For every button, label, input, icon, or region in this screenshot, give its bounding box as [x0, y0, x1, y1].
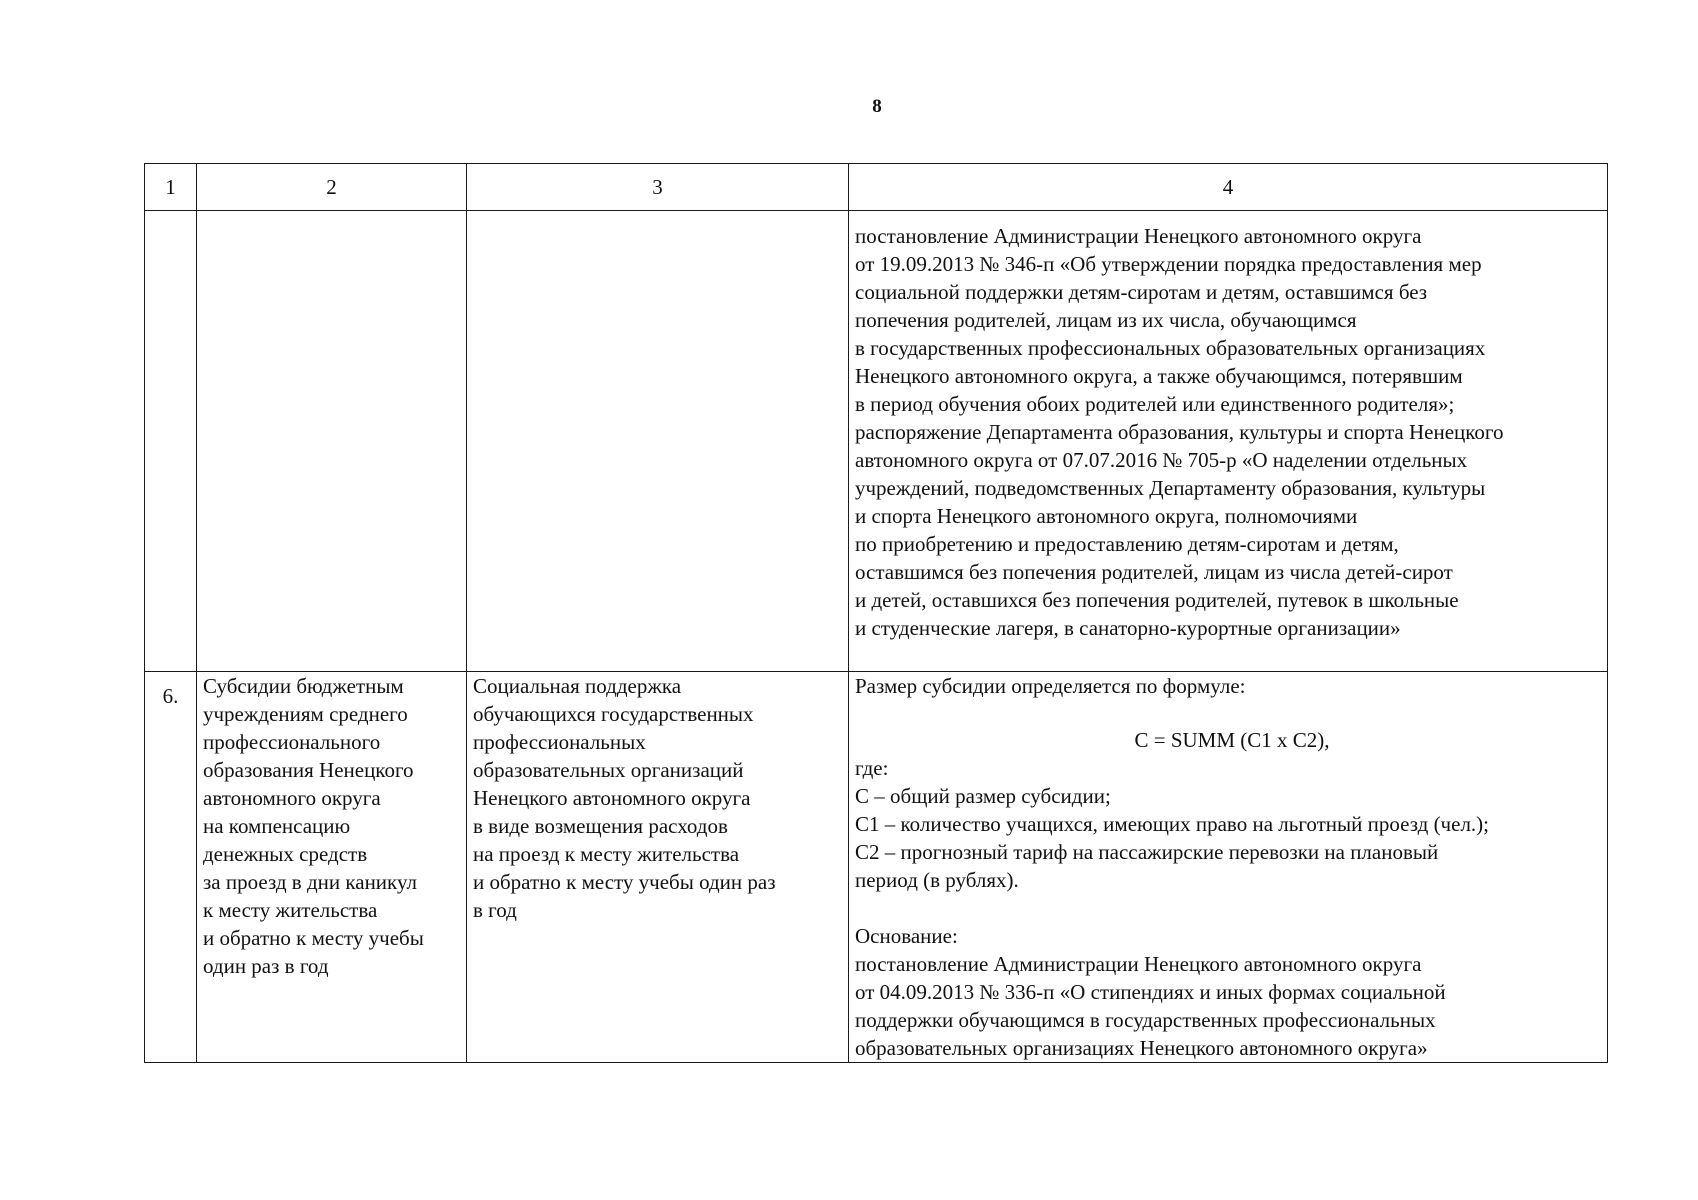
row6-col3-line: обучающихся государственных	[473, 702, 754, 726]
cont-line: оставшимся без попечения родителей, лицам из числа детей-сирот	[855, 560, 1453, 584]
formula-where: где:	[855, 756, 889, 780]
page-number: 8	[872, 96, 882, 117]
formula-intro: Размер субсидии определяется по формуле:	[855, 674, 1246, 698]
row6-col2-line: за проезд в дни каникул	[203, 870, 418, 894]
row6-col2-line: автономного округа	[203, 786, 381, 810]
table-row-6	[145, 672, 1608, 1063]
row6-col2-line: на компенсацию	[203, 814, 351, 838]
row-number: 6.	[145, 672, 197, 1063]
row6-col3-line: Ненецкого автономного округа	[473, 786, 751, 810]
cont-cell-3	[467, 211, 849, 672]
cont-line: попечения родителей, лицам из их числа, обучающимся	[855, 308, 1357, 332]
basis-label: Основание:	[855, 924, 958, 948]
cont-line: социальной поддержки детям-сиротам и детям, оставшимся без	[855, 280, 1428, 304]
basis-line: от 04.09.2013 № 336-п «О стипендиях и иных формах социальной	[855, 980, 1446, 1004]
row6-col3-line: в год	[473, 898, 517, 922]
row6-col2-line: образования Ненецкого	[203, 758, 414, 782]
cont-line: Ненецкого автономного округа, а также обучающимся, потерявшим	[855, 364, 1463, 388]
cont-line: и детей, оставшихся без попечения родителей, путевок в школьные	[855, 588, 1459, 612]
header-col-4: 4	[849, 164, 1608, 211]
cont-line: автономного округа от 07.07.2016 № 705-р «О наделении отдельных	[855, 448, 1468, 472]
row6-col2-line: один раз в год	[203, 954, 329, 978]
header-col-2: 2	[197, 164, 467, 211]
cont-line: в государственных профессиональных образовательных организациях	[855, 336, 1486, 360]
formula-definition: период (в рублях).	[855, 868, 1019, 892]
row6-col2-line: денежных средств	[203, 842, 368, 866]
row6-purpose	[467, 672, 849, 1063]
formula-definition: С – общий размер субсидии;	[855, 784, 1111, 808]
cont-line: от 19.09.2013 № 346-п «Об утверждении порядка предоставления мер	[855, 252, 1482, 276]
row6-calculation	[849, 672, 1608, 1063]
basis-line: поддержки обучающимся в государственных профессиональных	[855, 1008, 1436, 1032]
formula-definition: С2 – прогнозный тариф на пассажирские перевозки на плановый	[855, 840, 1439, 864]
row6-col2-line: и обратно к месту учебы	[203, 926, 424, 950]
header-col-3: 3	[467, 164, 849, 211]
cont-line: и студенческие лагеря, в санаторно-курортные организации»	[855, 616, 1401, 640]
row6-subsidy-name	[197, 672, 467, 1063]
basis-line: образовательных организациях Ненецкого автономного округа»	[855, 1036, 1428, 1060]
row6-col3-line: образовательных организаций	[473, 758, 744, 782]
row6-col2-line: к месту жительства	[203, 898, 378, 922]
table-row-continuation	[145, 211, 1608, 672]
table-header-row	[145, 164, 1608, 211]
row6-col2-line: Субсидии бюджетным	[203, 674, 404, 698]
cont-cell-1	[145, 211, 197, 672]
cont-line: учреждений, подведомственных Департаменту образования, культуры	[855, 476, 1486, 500]
row6-col3-line: на проезд к месту жительства	[473, 842, 740, 866]
row6-col2-line: профессионального	[203, 730, 381, 754]
basis-line: постановление Администрации Ненецкого автономного округа	[855, 952, 1422, 976]
row6-col2-line: учреждениям среднего	[203, 702, 408, 726]
header-col-1: 1	[145, 164, 197, 211]
cont-line: постановление Администрации Ненецкого автономного округа	[855, 224, 1422, 248]
cont-line: распоряжение Департамента образования, культуры и спорта Ненецкого	[855, 420, 1504, 444]
row6-col3-line: в виде возмещения расходов	[473, 814, 728, 838]
formula: C = SUMM (C1 x C2),	[1134, 728, 1330, 752]
cont-cell-2	[197, 211, 467, 672]
cont-line: по приобретению и предоставлению детям-сиротам и детям,	[855, 532, 1399, 556]
row6-col3-line: Социальная поддержка	[473, 674, 682, 698]
row6-col3-line: профессиональных	[473, 730, 646, 754]
formula-definition: С1 – количество учащихся, имеющих право на льготный проезд (чел.);	[855, 812, 1489, 836]
cont-line: и спорта Ненецкого автономного округа, полномочиями	[855, 504, 1358, 528]
cont-line: в период обучения обоих родителей или единственного родителя»;	[855, 392, 1455, 416]
row6-col3-line: и обратно к месту учебы один раз	[473, 870, 776, 894]
document-table	[144, 163, 1608, 1063]
cont-cell-4	[849, 211, 1608, 672]
